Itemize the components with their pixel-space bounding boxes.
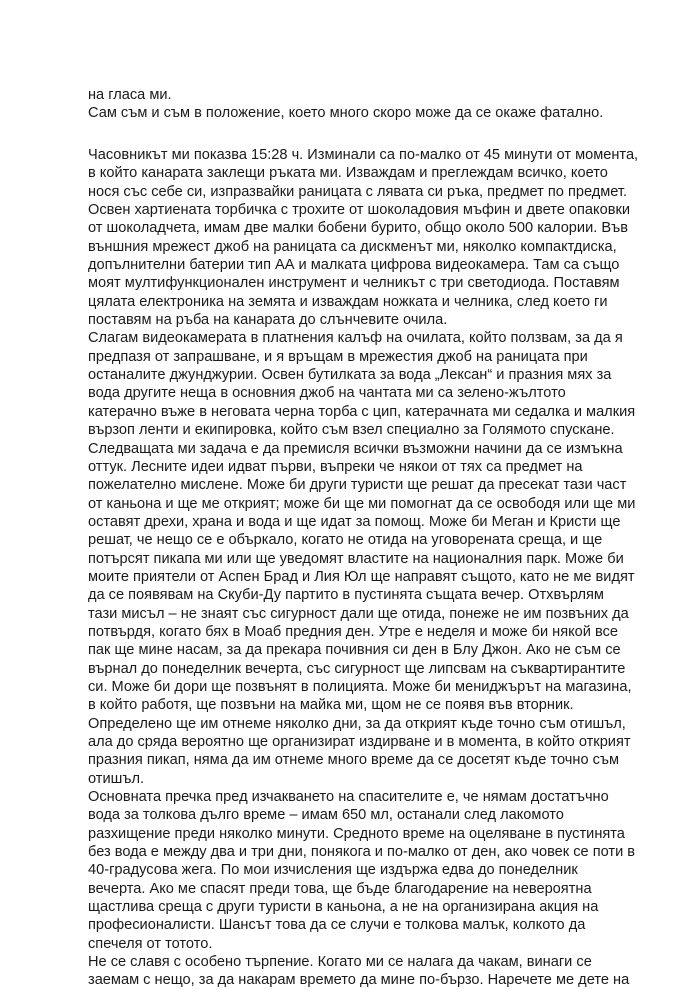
text-line: цялата електроника на земята и изваждам ножката и челника, след което ги (88, 293, 608, 310)
body-text (88, 146, 639, 990)
text-line: моите приятели от Аспен Брад и Лия Юл ще направят същото, като не ме видят (88, 568, 635, 585)
text-line: пак ще мине насам, за да прекара почивния си ден в Блу Джон. Ако не съм се (88, 642, 621, 659)
text-line: Освен хартиената торбичка с трохите от шоколадовия мъфин и двете опаковки (88, 202, 630, 219)
text-line: решат, че нещо се е объркало, когато не отида на уговорената среща, и ще (88, 532, 603, 549)
text-line: вода другите неща в основния джоб на чантата ми са зелено-жълтото (88, 385, 566, 402)
text-line: пожелателно мислене. Може би други туристи ще решат да пресекат тази част (88, 477, 627, 494)
text-line: Основната пречка пред изчакването на спасителите е, че нямам достатъчно (88, 789, 609, 806)
text-line: потвърдя, когато бях в Моаб предния ден. Утре е неделя и може би някой все (88, 623, 619, 640)
text-line: ала до сряда вероятно ще организират издирване и в момента, в който открият (88, 734, 631, 750)
text-line: поставям на ръба на канарата до слънчевите очила. (88, 312, 448, 329)
text-line: Определено ще им отнеме няколко дни, за да открият къде точно съм отишъл, (88, 715, 626, 732)
text-line: предпазя от запрашване, и я връщам в мрежестия джоб на раницата при (88, 348, 588, 365)
text-line: без вода е между два и три дни, понякога и по-малко от ден, ако човек се поти в (88, 844, 636, 861)
text-line: вързоп ленти и екипировка, който съм взел специално за Голямото спускане. (88, 422, 615, 439)
intro-paragraph (88, 86, 628, 123)
text-line: Слагам видеокамерата в платнения калъф на очилата, който ползвам, за да я (88, 330, 623, 347)
text-line: Не се славя с особено търпение. Когато ми се налага да чакам, винаги се (88, 954, 592, 971)
text-line: потърсят пикапа ми или ще уведомят властите на националния парк. Може би (88, 550, 624, 567)
text-line: нося със себе си, изпразвайки раницата с лявата си ръка, предмет по предмет. (88, 183, 628, 200)
text-line: Сам съм и съм в положение, което много скоро може да се окаже фатално. (88, 105, 604, 122)
text-line: да се появявам на Скуби-Ду партито в пустинята същата вечер. Отхвърлям (88, 587, 604, 604)
text-line: в който канарата заклещи ръката ми. Изваждам и преглеждам всичко, което (88, 165, 608, 182)
text-line: външния мрежест джоб на раницата са дискменът ми, няколко компактдиска, (88, 238, 617, 255)
text-line: Следващата ми задача е да премисля всички възможни начини да се измъкна (88, 440, 623, 457)
text-line: си. Може би дори ще позвънят в полицията. Може би мениджърът на магазина, (88, 678, 632, 695)
text-line: допълнителни батерии тип АА и малката цифрова видеокамера. Там са също (88, 257, 620, 274)
text-line: тази мисъл – не знаят със сигурност дали ще отида, понеже не им позвъних да (88, 605, 629, 622)
text-line: професионалисти. Шансът това да се случи е толкова малък, колкото да (88, 917, 586, 934)
text-line: празния пикап, няма да им отнеме много време да се досетят къде точно съм (88, 752, 620, 769)
text-line: заемам с нещо, за да накарам времето да мине по-бързо. Наречете ме дете на (88, 972, 630, 989)
text-line: вечерта. Ако ме спасят преди това, ще бъде благодарение на невероятна (88, 880, 592, 897)
text-line: от шоколадчета, имам две малки бобени бурито, общо около 500 калории. Във (88, 220, 628, 237)
text-line: отишъл. (88, 770, 145, 787)
text-line: катерачно въже в неговата черна торба с цип, катерачната ми седалка и малкия (88, 403, 636, 420)
text-line: оставят дрехи, храна и вода и ще идат за помощ. Може би Меган и Кристи ще (88, 513, 621, 530)
text-line: 40-градусова жега. По мои изчисления ще издържа едва до понеделник (88, 862, 578, 879)
text-line: на гласа ми. (88, 87, 172, 103)
text-line: спечеля от тотото. (88, 935, 213, 952)
text-line: оттук. Лесните идеи идват първи, въпреки че някои от тях са предмет на (88, 458, 583, 475)
text-line: Часовникът ми показва 15:28 ч. Изминали са по-малко от 45 минути от момента, (88, 147, 639, 163)
text-line: вода за толкова дълго време – имам 650 мл, останали след лакомото (88, 807, 564, 824)
text-line: щастлива среща с други туристи в каньона, а не на организирана акция на (88, 899, 599, 916)
text-line: от каньона и ще ме открият; може би ще ми помогнат да се освободя или ще ми (88, 495, 636, 512)
text-line: в който работя, ще позвъни на майка ми, щом не се появя във вторник. (88, 697, 574, 714)
text-line: върнал до понеделник вечерта, със сигурност ще липсвам на съквартирантите (88, 660, 626, 677)
text-line: разхищение преди няколко минути. Средното време на оцеляване в пустинята (88, 825, 625, 842)
text-line: останалите джунджурии. Освен бутилката за вода „Лексан“ и празния мях за (88, 367, 612, 384)
text-line: моят мултифункционален инструмент и челникът с три светодиода. Поставям (88, 275, 620, 292)
